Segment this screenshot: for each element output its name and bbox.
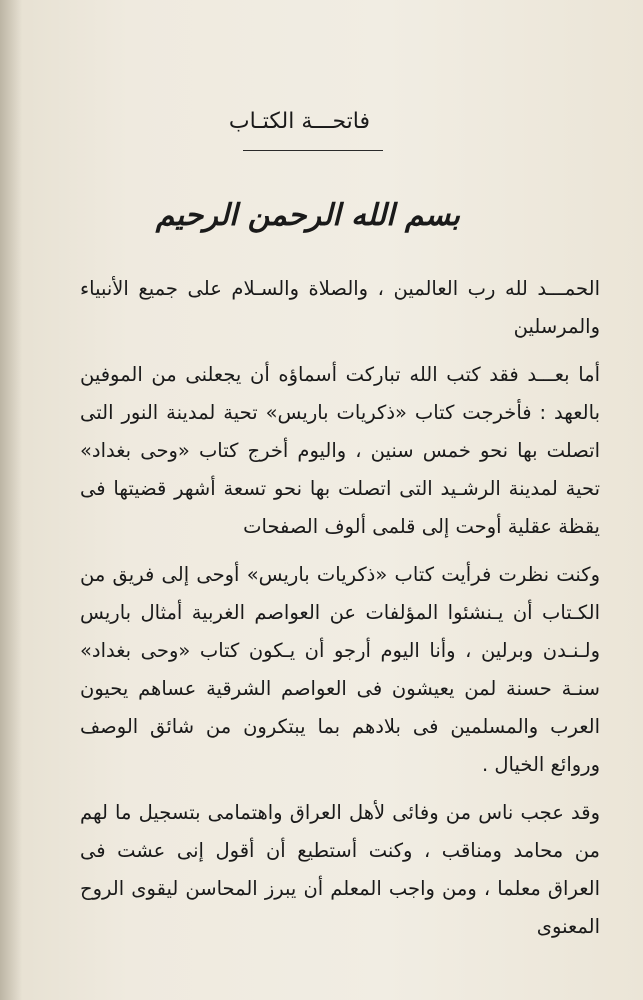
- paragraph-1: الحمـــد لله رب العالمين ، والصلاة والسـلام على جميع الأنبياء والمرسلين: [80, 277, 600, 338]
- basmala-calligraphy: بسم الله الرحمن الرحيم: [155, 198, 460, 233]
- paragraph-2: أما بعـــد فقد كتب الله تباركت أسماؤه أن يجعلنى من الموفين بالعهد : فأخرجت كتاب «ذكريات باريس» تحية لمدينة النور التى اتصلت بها نحو خمس سنين ، واليوم أخرج كتاب «وحى بغداد» تحية لمدينة الرشـيد التى اتصلت بها نحو تسعة أشهر قضيتها فى يقظة عقلية أوحت إلى قلمى ألوف الصفحات: [80, 363, 600, 538]
- title-underline: [243, 150, 383, 151]
- page-gutter-shadow: [0, 0, 22, 1000]
- paragraph-3: وكنت نظرت فرأيت كتاب «ذكريات باريس» أوحى إلى فريق من الكـتاب أن يـنشئوا المؤلفات عن العواصم الغربية أمثال باريس ولـنـدن وبرلين ، وأنا اليوم أرجو أن يـكون كتاب «وحى بغداد» سنـة حسنة لمن يعيشون فى العواصم الشرقية عساهم يحيون العرب والمسلمين فى بلادهم بما يبتكرون من شائق الوصف وروائع الخيال .: [80, 563, 600, 776]
- chapter-title: فاتحـــة الكتـاب: [228, 109, 370, 134]
- paragraph-4: وقد عجب ناس من وفائى لأهل العراق واهتمامى بتسجيل ما لهم من محامد ومناقب ، وكنت أستطيع أن أقول إنى عشت فى العراق معلما ، ومن واجب المعلم أن يبرز المحاسن ليقوى الروح المعنوى: [80, 801, 600, 938]
- body-text: [80, 270, 600, 956]
